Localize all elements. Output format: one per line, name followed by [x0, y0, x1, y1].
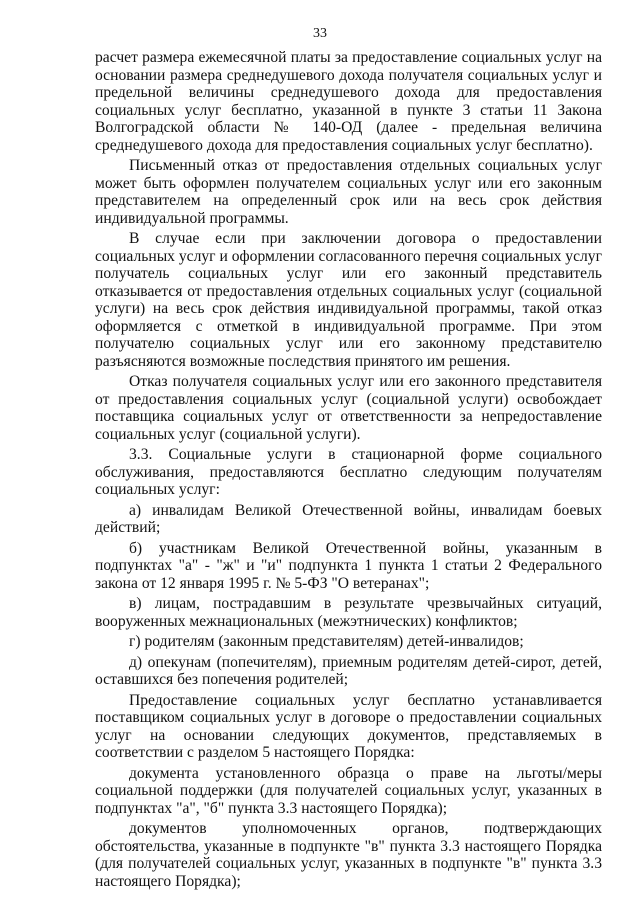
list-item-a: а) инвалидам Великой Отечественной войны, инвалидам боевых действий; — [95, 501, 602, 536]
paragraph-refusal-on-contract: В случае если при заключении договора о предоставлении социальных услуг и оформлении согласованного перечня социальных услуг получатель социальных услуг или его законный представитель отказывается от предоставления отдельных социальных услуг (социальной услуги) на весь срок действия индивидуальной программы, такой отказ оформляется с отметкой в индивидуальной программе. При этом получателю социальных услуг или его законному представителю разъясняются возможные последствия принятого им решения. — [95, 230, 602, 370]
paragraph-refusal-liability: Отказ получателя социальных услуг или его законного представителя от предоставления социальных услуг (социальной услуги) освобождает поставщика социальных услуг от ответственности за непредоставление социальных услуг (социальной услуги). — [95, 373, 602, 443]
page-number: 33 — [313, 26, 327, 41]
list-item-b: б) участникам Великой Отечественной войны, указанным в подпунктах "а" - "ж" и "и" подпункта 1 пункта 1 статьи 2 Федерального закона от 12 января 1995 г. № 5-ФЗ "О ветеранах"; — [95, 539, 602, 592]
paragraph-written-refusal: Письменный отказ от предоставления отдельных социальных услуг может быть оформлен получателем социальных услуг или его законным представителем на определенный срок или на весь срок действия индивидуальной программы. — [95, 157, 602, 227]
paragraph-income-calculation: расчет размера ежемесячной платы за предоставление социальных услуг на основании размера среднедушевого дохода получателя социальных услуг и предельной величины среднедушевого дохода для предоставления социальных услуг бесплатно, указанной в пункте 3 статьи 11 Закона Волгоградской области № 140-ОД (далее - предельная величина среднедушевого дохода для предоставления социальных услуг бесплатно). — [95, 49, 602, 154]
document-item-benefits: документа установленного образца о праве на льготы/меры социальной поддержки (для получателей социальных услуг, указанных в подпунктах "а", "б" пункта 3.3 настоящего Порядка); — [95, 764, 602, 817]
clause-3-3: 3.3. Социальные услуги в стационарной форме социального обслуживания, предоставляются бесплатно следующим получателям социальных услуг: — [95, 446, 602, 498]
list-item-d: д) опекунам (попечителям), приемным родителям детей-сирот, детей, оставшихся без попечения родителей; — [95, 653, 602, 688]
document-item-authorities: документов уполномоченных органов, подтверждающих обстоятельства, указанные в подпункте "в" пункта 3.3 настоящего Порядка (для получателей социальных услуг, указанных в подпункте "в" пункта 3.3 настоящего Порядка); — [95, 820, 602, 890]
list-item-v: в) лицам, пострадавшим в результате чрезвычайных ситуаций, вооруженных межнациональных (межэтнических) конфликтов; — [95, 595, 602, 630]
paragraph-free-services-basis: Предоставление социальных услуг бесплатно устанавливается поставщиком социальных услуг в договоре о предоставлении социальных услуг на основании следующих документов, представляемых в соответствии с разделом 5 настоящего Порядка: — [95, 691, 602, 761]
document-body — [95, 49, 602, 890]
list-item-g: г) родителям (законным представителям) детей-инвалидов; — [129, 633, 524, 650]
